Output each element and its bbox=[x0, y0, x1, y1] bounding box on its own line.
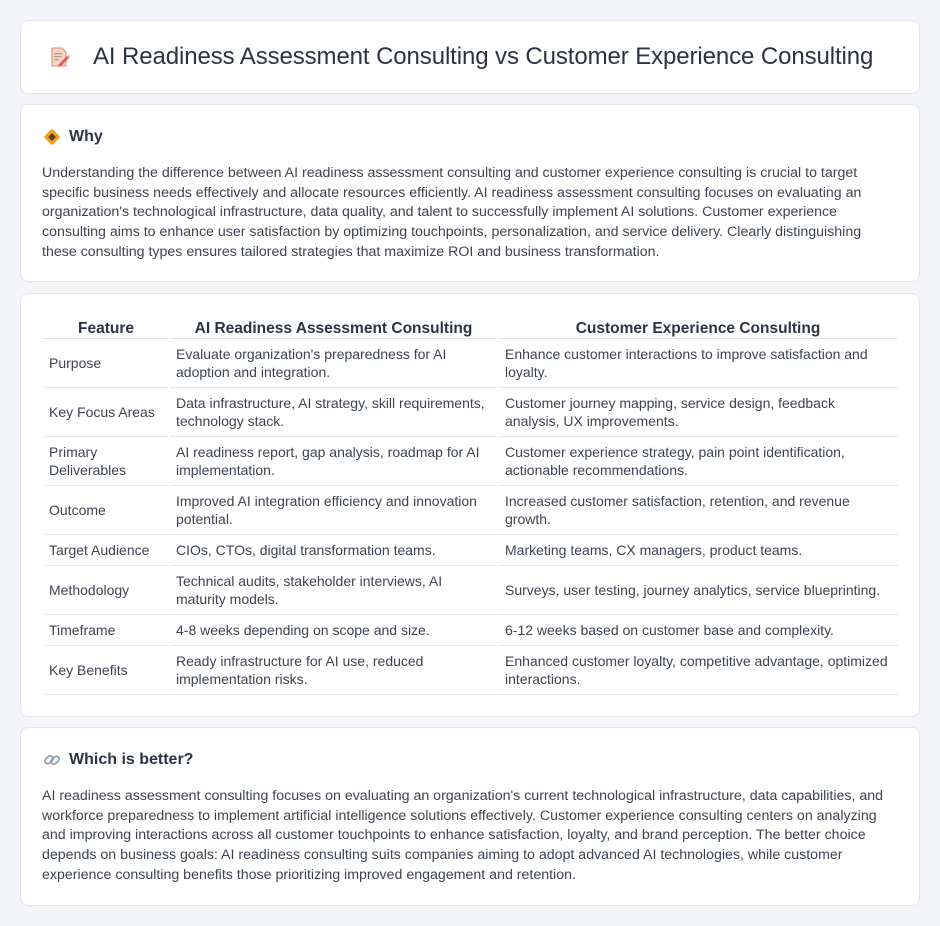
feature-cell: Key Focus Areas bbox=[43, 387, 169, 436]
ai-readiness-cell: Technical audits, stakeholder interviews, AI maturity models. bbox=[169, 565, 498, 614]
feature-cell: Purpose bbox=[43, 338, 169, 387]
page-title: AI Readiness Assessment Consulting vs Customer Experience Consulting bbox=[93, 43, 874, 70]
comparison-table bbox=[43, 316, 898, 695]
column-header: Feature bbox=[43, 316, 169, 338]
ai-readiness-cell: Improved AI integration efficiency and innovation potential. bbox=[169, 485, 498, 534]
which-section bbox=[20, 727, 920, 906]
customer-experience-cell: 6-12 weeks based on customer base and complexity. bbox=[498, 614, 898, 645]
customer-experience-cell: Enhanced customer loyalty, competitive advantage, optimized interactions. bbox=[498, 645, 898, 694]
header-card bbox=[20, 20, 920, 94]
link-icon bbox=[43, 751, 61, 769]
feature-cell: Target Audience bbox=[43, 534, 169, 565]
feature-cell: Primary Deliverables bbox=[43, 436, 169, 485]
column-header: AI Readiness Assessment Consulting bbox=[169, 316, 498, 338]
customer-experience-cell: Enhance customer interactions to improve satisfaction and loyalty. bbox=[498, 338, 898, 387]
customer-experience-cell: Customer experience strategy, pain point identification, actionable recommendations. bbox=[498, 436, 898, 485]
ai-readiness-cell: 4-8 weeks depending on scope and size. bbox=[169, 614, 498, 645]
diamond-sign-icon bbox=[43, 128, 61, 146]
feature-cell: Key Benefits bbox=[43, 645, 169, 694]
why-text: Understanding the difference between AI readiness assessment consulting and customer experience consulting is crucial to target specific business needs effectively and allocate resources efficiently. AI readiness assessment consulting focuses on evaluating an organization's technological infrastructure, data quality, and talent to successfully implement AI solutions. Customer experience consulting aims to enhance user satisfaction by optimizing touchpoints, personalization, and service delivery. Clearly distinguishing these consulting types ensures tailored strategies that maximize ROI and business transformation. bbox=[42, 165, 862, 260]
customer-experience-cell: Marketing teams, CX managers, product teams. bbox=[498, 534, 898, 565]
table-row bbox=[43, 338, 898, 387]
table-row bbox=[43, 614, 898, 645]
customer-experience-cell: Surveys, user testing, journey analytics, service blueprinting. bbox=[498, 565, 898, 614]
why-title: Why bbox=[69, 128, 103, 145]
customer-experience-cell: Increased customer satisfaction, retention, and revenue growth. bbox=[498, 485, 898, 534]
feature-cell: Methodology bbox=[43, 565, 169, 614]
table-row bbox=[43, 534, 898, 565]
table-row bbox=[43, 645, 898, 694]
column-header: Customer Experience Consulting bbox=[498, 316, 898, 338]
ai-readiness-cell: CIOs, CTOs, digital transformation teams. bbox=[169, 534, 498, 565]
why-section bbox=[20, 104, 920, 282]
table-row bbox=[43, 565, 898, 614]
table-header-row bbox=[43, 316, 898, 338]
ai-readiness-cell: AI readiness report, gap analysis, roadmap for AI implementation. bbox=[169, 436, 498, 485]
comparison-card bbox=[20, 293, 920, 717]
feature-cell: Outcome bbox=[43, 485, 169, 534]
feature-cell: Timeframe bbox=[43, 614, 169, 645]
ai-readiness-cell: Ready infrastructure for AI use, reduced implementation risks. bbox=[169, 645, 498, 694]
table-row bbox=[43, 485, 898, 534]
ai-readiness-cell: Data infrastructure, AI strategy, skill requirements, technology stack. bbox=[169, 387, 498, 436]
ai-readiness-cell: Evaluate organization's preparedness for AI adoption and integration. bbox=[169, 338, 498, 387]
which-title: Which is better? bbox=[69, 751, 194, 768]
table-row bbox=[43, 436, 898, 485]
customer-experience-cell: Customer journey mapping, service design, feedback analysis, UX improvements. bbox=[498, 387, 898, 436]
which-text: AI readiness assessment consulting focuses on evaluating an organization's current technological infrastructure, data capabilities, and workforce preparedness to implement artificial intelligence solutions effectively. Customer experience consulting centers on analyzing and improving interactions across all customer touchpoints to enhance satisfaction, loyalty, and brand perception. The better choice depends on business goals: AI readiness consulting suits companies aiming to adopt advanced AI technologies, while customer experience consulting benefits those prioritizing improved engagement and retention. bbox=[42, 788, 884, 883]
document-pencil-icon bbox=[47, 45, 71, 69]
table-row bbox=[43, 387, 898, 436]
